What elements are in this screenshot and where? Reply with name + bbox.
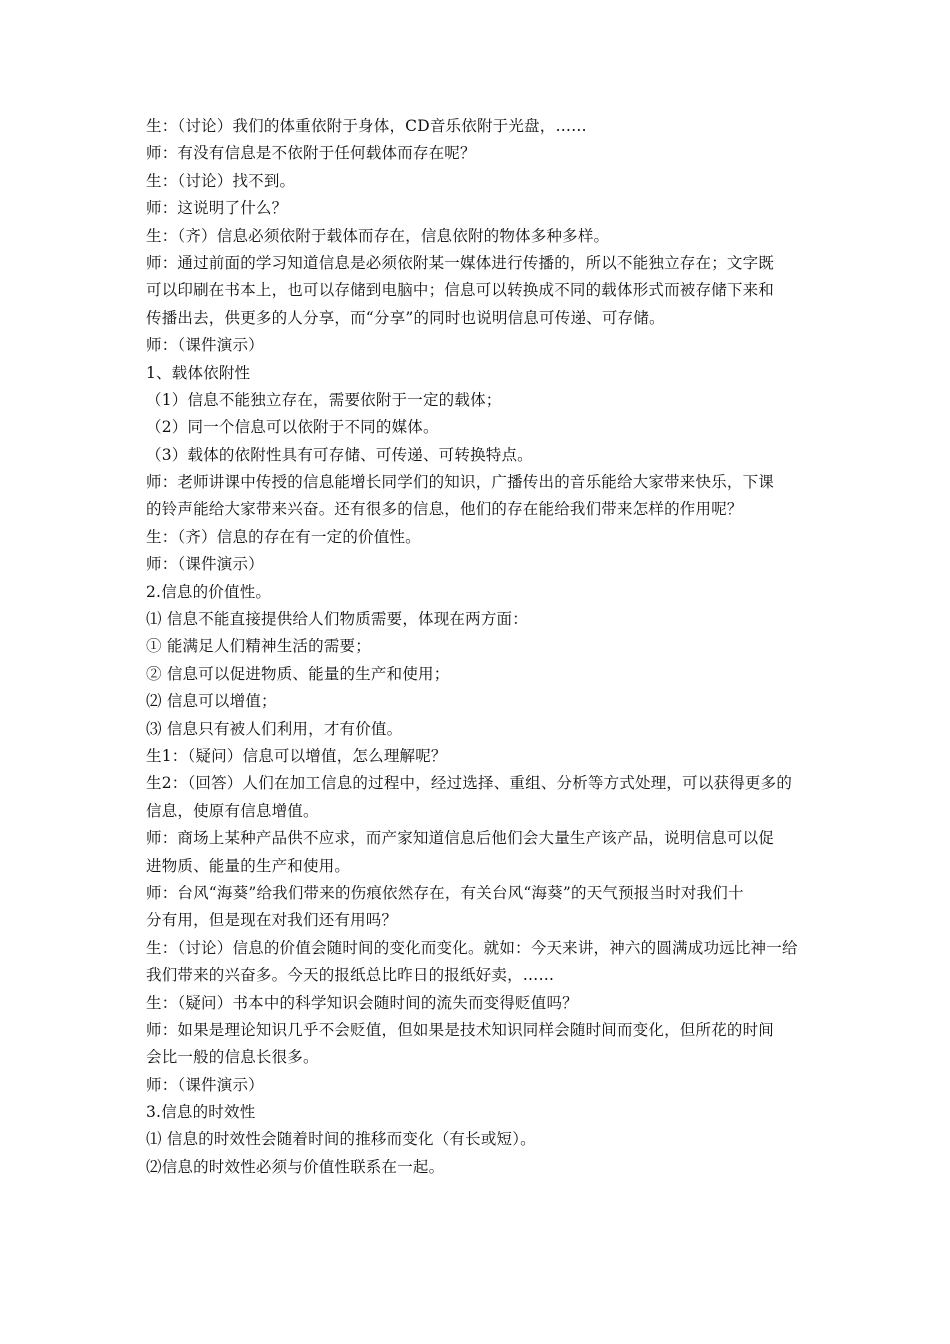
text-line: 的铃声能给大家带来兴奋。还有很多的信息，他们的存在能给我们带来怎样的作用呢？: [146, 500, 743, 519]
list-item: （3）载体的依附性具有可存储、可传递、可转换特点。: [146, 445, 533, 464]
text-line: 师：通过前面的学习知道信息是必须依附某一媒体进行传播的，所以不能独立存在；文字既: [146, 253, 775, 272]
text-line: 生1：（疑问）信息可以增值，怎么理解呢？: [146, 746, 447, 765]
section-heading: 1、载体依附性: [146, 363, 251, 382]
list-item: （2）同一个信息可以依附于不同的媒体。: [146, 418, 439, 437]
text-line: 我们带来的兴奋多。今天的报纸总比昨日的报纸好卖，……: [146, 966, 555, 985]
text-line: 生2：（回答）人们在加工信息的过程中，经过选择、重组、分析等方式处理，可以获得更多的: [146, 774, 793, 793]
text-line: 生：（讨论）找不到。: [146, 171, 296, 190]
list-item: ⑵ 信息可以增值；: [146, 692, 277, 711]
section-heading: 3.信息的时效性: [146, 1103, 256, 1122]
text-line: 生：（齐）信息必须依附于载体而存在，信息依附的物体多种多样。: [146, 226, 610, 245]
list-item: ① 能满足人们精神生活的需要；: [146, 637, 371, 656]
text-line: 传播出去，供更多的人分享，而“分享”的同时也说明信息可传递、可存储。: [146, 308, 665, 327]
list-item: ⑴ 信息的时效性会随着时间的推移而变化（有长或短）。: [146, 1130, 536, 1149]
list-item: ⑶ 信息只有被人们利用，才有价值。: [146, 719, 403, 738]
text-line: 师：有没有信息是不依附于任何载体而存在呢？: [146, 144, 476, 163]
text-line: 生：（讨论）我们的体重依附于身体，CD音乐依附于光盘，……: [146, 117, 587, 135]
text-line: 生：（讨论）信息的价值会随时间的变化而变化。就如：今天来讲，神六的圆满成功远比神一给: [146, 938, 798, 957]
text-line: 师：（课件演示）: [146, 336, 264, 355]
text-line: 师：这说明了什么？: [146, 199, 288, 218]
text-line: 会比一般的信息长很多。: [146, 1048, 319, 1067]
text-line: 生：（齐）信息的存在有一定的价值性。: [146, 527, 421, 546]
text-line: 师：（课件演示）: [146, 1075, 264, 1094]
text-line: 师：台风“海葵”给我们带来的伤痕依然存在，有关台风“海葵”的天气预报当时对我们十: [146, 883, 744, 902]
text-line: 信息，使原有信息增值。: [146, 801, 319, 820]
text-line: 师：老师讲课中传授的信息能增长同学们的知识，广播传出的音乐能给大家带来快乐，下课: [146, 473, 775, 492]
document-body: [146, 113, 816, 1181]
list-item: ⑴ 信息不能直接提供给人们物质需要，体现在两方面：: [146, 610, 528, 629]
text-line: 师：如果是理论知识几乎不会贬值，但如果是技术知识同样会随时间而变化，但所花的时间: [146, 1020, 775, 1039]
text-line: 可以印刷在书本上，也可以存储到电脑中；信息可以转换成不同的载体形式而被存储下来和: [146, 281, 775, 300]
text-line: 生：（疑问）书本中的科学知识会随时间的流失而变得贬值吗？: [146, 993, 578, 1012]
list-item: ⑵信息的时效性必须与价值性联系在一起。: [146, 1157, 445, 1176]
list-item: ② 信息可以促进物质、能量的生产和使用；: [146, 664, 450, 683]
section-heading: 2.信息的价值性。: [146, 582, 272, 601]
list-item: （1）信息不能独立存在，需要依附于一定的载体；: [146, 390, 502, 409]
text-line: 师：商场上某种产品供不应求，而产家知道信息后他们会大量生产该产品，说明信息可以促: [146, 829, 775, 848]
text-line: 师：（课件演示）: [146, 555, 264, 574]
text-line: 进物质、能量的生产和使用。: [146, 856, 351, 875]
text-line: 分有用，但是现在对我们还有用吗？: [146, 911, 398, 930]
